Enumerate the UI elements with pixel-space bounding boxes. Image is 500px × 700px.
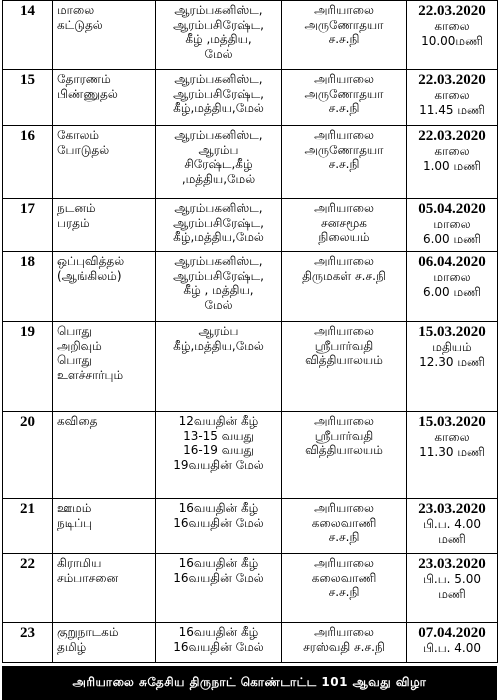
venue: அரியாலை அருணோதயா ச.ச.நி: [282, 126, 407, 199]
age-category: 16வயதின் கீழ் 16வயதின் மேல்: [156, 554, 282, 623]
date-time-cell: [407, 499, 498, 554]
event-time: காலை 10.00மணி: [421, 19, 483, 48]
age-category: ஆரம்பகனிஸ்ட, ஆரம்பசிரேஷ்ட, கீழ் ,மத்திய, மேல்: [156, 1, 282, 70]
venue: அரியாலை கலைவாணி ச.ச.நி: [282, 499, 407, 554]
event-name: குறுநாடகம் தமிழ்: [53, 623, 156, 663]
event-number: 14: [3, 1, 53, 70]
events-table: [2, 0, 498, 663]
date-time-cell: [407, 554, 498, 623]
event-number: 21: [3, 499, 53, 554]
event-date: 22.03.2020: [418, 128, 486, 144]
event-name: பொது அறிவும் பொது உளச்சார்பும்: [53, 322, 156, 412]
age-category: ஆரம்பகனிஸ்ட, ஆரம்பசிரேஷ்ட, கீழ்,மத்திய,மேல்: [156, 70, 282, 126]
event-name: மாலை கட்டுதல்: [53, 1, 156, 70]
age-category: ஆரம்பகனிஸ்ட, ஆரம்பசிரேஷ்ட, கீழ்,மத்திய,மேல்: [156, 199, 282, 252]
table-row: [3, 322, 498, 412]
table-row: [3, 554, 498, 623]
venue: அரியாலை அருணோதயா ச.ச.நி: [282, 1, 407, 70]
event-name: நடனம் பரதம்: [53, 199, 156, 252]
event-date: 23.03.2020: [418, 501, 486, 517]
event-time: பி.ப. 4.00 மணி: [422, 517, 482, 546]
age-category: ஆரம்பகனிஸ்ட, ஆரம்பசிரேஷ்ட, கீழ் , மத்திய, மேல்: [156, 252, 282, 322]
footer-text: அரியாலை சுதேசிய திருநாட் கொண்டாட்ட 101 ஆவது விழா: [72, 675, 427, 689]
footer-banner: [2, 666, 497, 700]
event-time: பி.ப. 4.00: [422, 641, 482, 655]
event-number: 23: [3, 623, 53, 663]
age-category: ஆரம்ப கீழ்,மத்திய,மேல்: [156, 322, 282, 412]
date-time-cell: [407, 322, 498, 412]
event-time: காலை 11.45 மணி: [419, 88, 485, 117]
event-name: தோரணம் பிண்ணுதல்: [53, 70, 156, 126]
date-time-cell: [407, 199, 498, 252]
table-row: [3, 70, 498, 126]
event-date: 05.04.2020: [418, 201, 486, 217]
date-time-cell: [407, 126, 498, 199]
event-time: மாலை 6.00 மணி: [422, 217, 482, 246]
event-time: பி.ப. 5.00 மணி: [422, 572, 482, 601]
date-time-cell: [407, 623, 498, 663]
venue: அரியாலை சனசமூக நிலையம்: [282, 199, 407, 252]
event-number: 20: [3, 412, 53, 499]
event-number: 19: [3, 322, 53, 412]
table-row: [3, 499, 498, 554]
event-time: காலை 1.00 மணி: [422, 144, 482, 173]
event-number: 15: [3, 70, 53, 126]
event-date: 06.04.2020: [418, 254, 486, 270]
table-row: [3, 1, 498, 70]
venue: அரியாலை ஸ்ரீபார்வதி வித்தியாலயம்: [282, 322, 407, 412]
age-category: ஆரம்பகனிஸ்ட, ஆரம்ப சிரேஷ்ட,கீழ் ,மத்திய,மேல்: [156, 126, 282, 199]
event-time: மதியம் 12.30 மணி: [419, 340, 485, 369]
event-number: 18: [3, 252, 53, 322]
date-time-cell: [407, 70, 498, 126]
date-time-cell: [407, 252, 498, 322]
event-date: 22.03.2020: [418, 72, 486, 88]
event-name: கோலம் போடுதல்: [53, 126, 156, 199]
event-date: 23.03.2020: [418, 556, 486, 572]
venue: அரியாலை ஸ்ரீபார்வதி வித்தியாலயம்: [282, 412, 407, 499]
event-date: 22.03.2020: [418, 3, 486, 19]
table-row: [3, 199, 498, 252]
venue: அரியாலை அருணோதயா ச.ச.நி: [282, 70, 407, 126]
age-category: 16வயதின் கீழ் 16வயதின் மேல்: [156, 499, 282, 554]
event-time: காலை 11.30 மணி: [419, 430, 485, 459]
venue: அரியாலை திருமகள் ச.ச.நி: [282, 252, 407, 322]
event-name: கிராமிய சம்பாசனை: [53, 554, 156, 623]
table-row: [3, 126, 498, 199]
venue: அரியாலை கலைவாணி ச.ச.நி: [282, 554, 407, 623]
table-row: [3, 252, 498, 322]
age-category: 16வயதின் கீழ் 16வயதின் மேல்: [156, 623, 282, 663]
event-date: 07.04.2020: [418, 625, 486, 641]
age-category: 12வயதின் கீழ் 13-15 வயது 16-19 வயது 19வயதின் மேல்: [156, 412, 282, 499]
event-date: 15.03.2020: [418, 414, 486, 430]
table-row: [3, 412, 498, 499]
event-name: கவிதை: [53, 412, 156, 499]
venue: அரியாலை சரஸ்வதி ச.ச.நி: [282, 623, 407, 663]
table-row: [3, 623, 498, 663]
date-time-cell: [407, 412, 498, 499]
event-number: 17: [3, 199, 53, 252]
date-time-cell: [407, 1, 498, 70]
event-number: 16: [3, 126, 53, 199]
event-name: ஊமம் நடிப்பு: [53, 499, 156, 554]
event-name: ஒப்புவித்தல் (ஆங்கிலம்): [53, 252, 156, 322]
event-number: 22: [3, 554, 53, 623]
event-time: மாலை 6.00 மணி: [422, 270, 482, 299]
event-date: 15.03.2020: [418, 324, 486, 340]
